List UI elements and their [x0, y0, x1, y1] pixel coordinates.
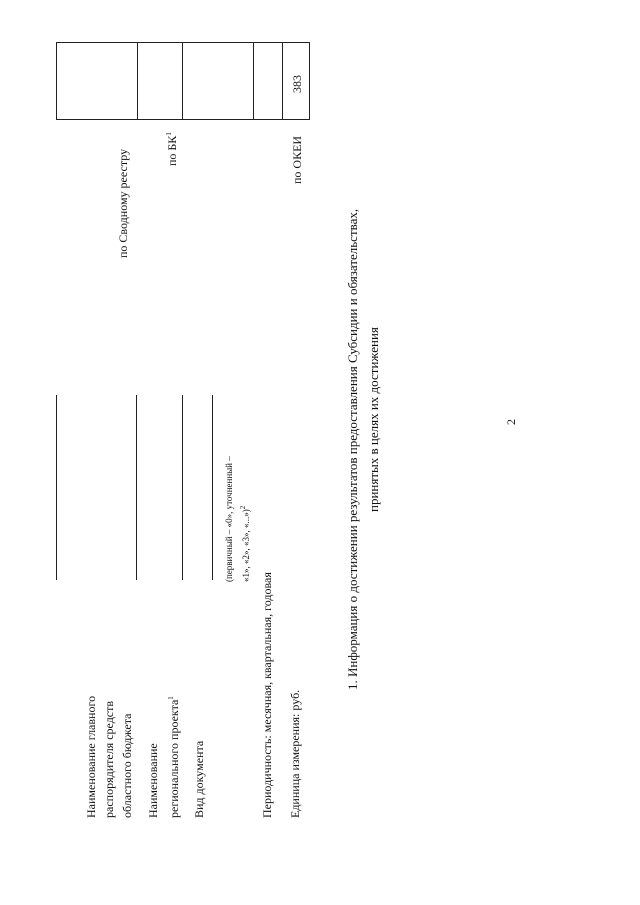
- doc-type-hint-line1: (первичный – «0», уточненный –: [224, 456, 234, 582]
- codes-table-divider-2: [182, 43, 183, 119]
- project-fill-line: [136, 395, 137, 580]
- project-label-line1: Наименование: [146, 743, 160, 818]
- consolidated-registry-label: по Сводному реестру: [116, 148, 130, 258]
- codes-table: [56, 42, 310, 120]
- periodicity-label: Периодичность: месячная, квартальная, годовая: [260, 572, 274, 818]
- codes-table-divider-4: [282, 43, 283, 119]
- grbs-label-line1: Наименование главного: [84, 695, 98, 818]
- doc-type-hint-line2: «1», «2», «3», «...»)$^2$: [239, 505, 251, 582]
- doc-type-hint-line: [212, 395, 213, 580]
- section-title-line2: принятых в целях их достижения: [366, 327, 381, 512]
- section-title-line1: 1. Информация о достижении результатов предоставления Субсидии и обязательствах,: [345, 208, 360, 690]
- okei-label: по ОКЕИ: [290, 135, 304, 184]
- doc-type-label: Вид документа: [192, 740, 206, 818]
- okei-code-cell: 383: [290, 75, 304, 93]
- doc-type-fill-line: [182, 395, 183, 580]
- unit-label: Единица измерения: руб.: [288, 689, 302, 818]
- codes-table-divider-3: [253, 43, 254, 119]
- codes-table-divider-1: [137, 43, 138, 119]
- bk-label: по $БК^1$: [165, 132, 179, 166]
- page-number: 2: [504, 419, 518, 425]
- project-label-line2: регионального проекта$^1$: [167, 696, 181, 818]
- grbs-fill-line: [56, 395, 57, 580]
- grbs-label-line3: областного бюджета: [120, 713, 134, 818]
- grbs-label-line2: распорядителя средств: [102, 700, 116, 818]
